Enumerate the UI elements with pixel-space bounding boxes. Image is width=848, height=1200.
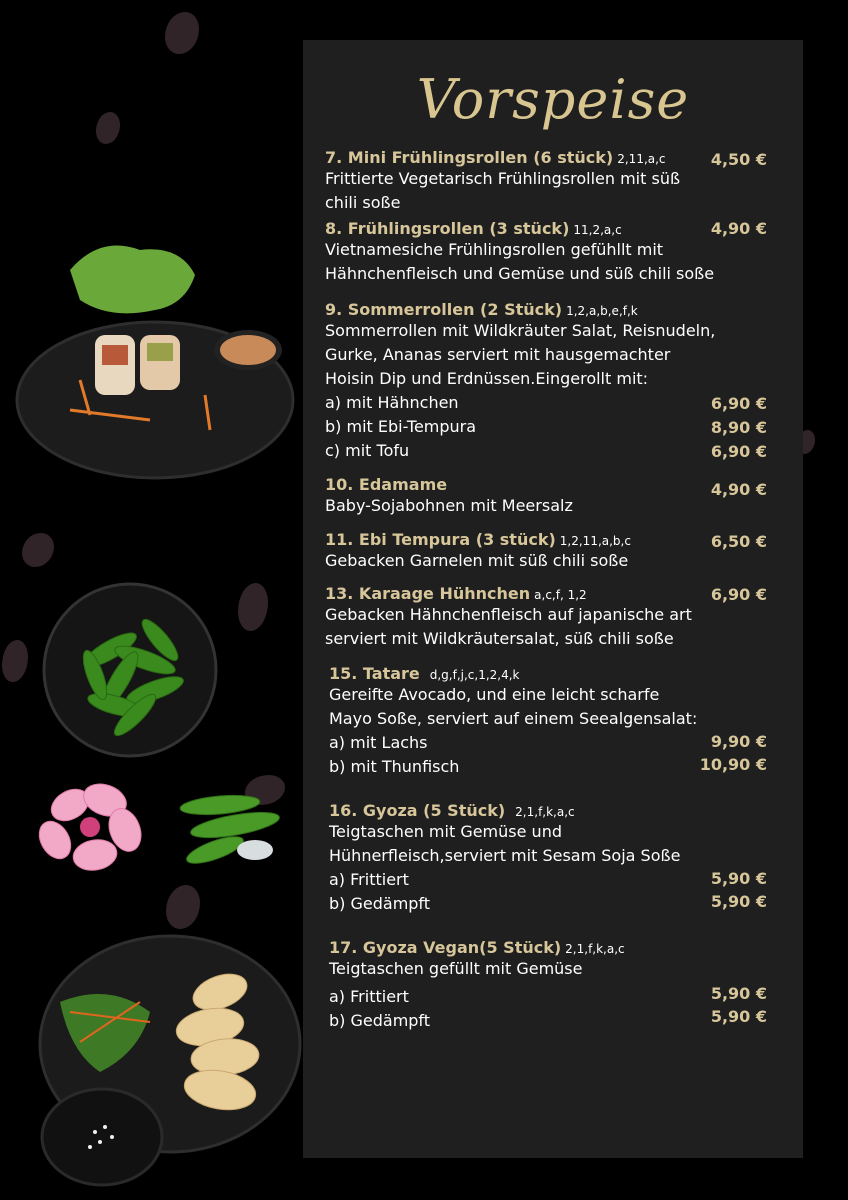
item-desc: Gurke, Ananas serviert mit hausgemachter [325, 345, 671, 364]
item-desc: Teigtaschen gefüllt mit Gemüse [329, 959, 583, 978]
option-price: 6,90 € [710, 442, 767, 461]
item-desc: serviert mit Wildkräutersalat, süß chili soße [325, 629, 674, 648]
item-name: 16. Gyoza (5 Stück) [329, 801, 506, 820]
item-name: 9. Sommerrollen (2 Stück) [325, 300, 563, 319]
option-label: a) Frittiert [329, 987, 409, 1006]
item-desc: Teigtaschen mit Gemüse und [329, 822, 562, 841]
menu-title: Vorspeise [416, 68, 690, 131]
item-desc: Hähnchenfleisch und Gemüse und süß chili soße [325, 264, 715, 283]
option-label: b) mit Thunfisch [329, 757, 460, 776]
menu-item [329, 938, 785, 1033]
item-desc: chili soße [325, 193, 401, 212]
allergen-codes: 1,2,11,a,b,c [559, 534, 631, 548]
item-name: 7. Mini Frühlingsrollen (6 stück) [325, 148, 614, 167]
petal-decoration [22, 533, 54, 567]
menu-item [325, 584, 785, 651]
item-name: 17. Gyoza Vegan(5 Stück) [329, 938, 562, 957]
allergen-codes: d,g,f,j,c,1,2,4,k [429, 668, 520, 682]
spring-roll-plate-image [10, 230, 295, 490]
item-desc: Vietnamesiche Frühlingsrollen gefühllt mit [325, 240, 664, 259]
cherry-blossom-image [30, 775, 165, 880]
option-label: a) Frittiert [329, 870, 409, 889]
item-price: 4,90 € [710, 480, 767, 499]
option-label: c) mit Tofu [325, 441, 410, 460]
option-price: 5,90 € [710, 892, 767, 911]
item-price: 6,90 € [710, 585, 767, 604]
petal-decoration [238, 583, 268, 631]
petal-decoration [166, 885, 200, 929]
option-label: b) Gedämpft [329, 894, 431, 913]
petal-decoration [165, 12, 199, 54]
item-desc: Gebacken Hähnchenfleisch auf japanische art [325, 605, 692, 624]
option-price: 6,90 € [710, 394, 767, 413]
menu-item [329, 801, 785, 916]
item-desc: Mayo Soße, serviert auf einem Seealgensalat: [329, 709, 698, 728]
option-price: 5,90 € [710, 1007, 767, 1026]
option-price: 8,90 € [710, 418, 767, 437]
item-desc: Hoisin Dip und Erdnüssen.Eingerollt mit: [325, 369, 649, 388]
item-desc: Gebacken Garnelen mit süß chili soße [325, 551, 629, 570]
allergen-codes: 11,2,a,c [573, 223, 622, 237]
item-name: 10. Edamame [325, 475, 448, 494]
item-name: 11. Ebi Tempura (3 stück) [325, 530, 556, 549]
item-price: 4,50 € [710, 150, 767, 169]
item-desc: Hühnerfleisch,serviert mit Sesam Soja Soße [329, 846, 681, 865]
gyoza-plate-image [20, 932, 305, 1192]
item-desc: Gereifte Avocado, und eine leicht scharfe [329, 685, 660, 704]
menu-item [329, 664, 785, 779]
option-price: 5,90 € [710, 984, 767, 1003]
option-label: b) mit Ebi-Tempura [325, 417, 477, 436]
item-price: 6,50 € [710, 532, 767, 551]
item-name: 15. Tatare [329, 664, 420, 683]
menu-item [325, 300, 785, 463]
allergen-codes: 2,1,f,k,a,c [565, 942, 625, 956]
menu-item [325, 530, 785, 573]
option-label: a) mit Lachs [329, 733, 428, 752]
menu-item [325, 219, 785, 286]
item-desc: Baby-Sojabohnen mit Meersalz [325, 496, 573, 515]
option-label: a) mit Hähnchen [325, 393, 459, 412]
item-name: 8. Frühlingsrollen (3 stück) [325, 219, 570, 238]
petal-decoration [2, 640, 28, 682]
allergen-codes: a,c,f, 1,2 [534, 588, 587, 602]
edamame-pods-image [175, 785, 285, 875]
item-price: 4,90 € [710, 219, 767, 238]
item-desc: Frittierte Vegetarisch Frühlingsrollen mit süß [325, 169, 681, 188]
edamame-bowl-image [40, 580, 220, 760]
option-price: 10,90 € [699, 755, 767, 774]
menu-item [325, 148, 785, 215]
menu-panel [303, 40, 803, 1158]
option-label: b) Gedämpft [329, 1011, 431, 1030]
item-desc: Sommerrollen mit Wildkräuter Salat, Reisnudeln, [325, 321, 716, 340]
option-price: 9,90 € [710, 732, 767, 751]
allergen-codes: 2,11,a,c [617, 152, 666, 166]
allergen-codes: 2,1,f,k,a,c [515, 805, 575, 819]
petal-decoration [96, 112, 120, 144]
item-name: 13. Karaage Hühnchen [325, 584, 531, 603]
menu-item [325, 475, 785, 518]
allergen-codes: 1,2,a,b,e,f,k [566, 304, 638, 318]
option-price: 5,90 € [710, 869, 767, 888]
